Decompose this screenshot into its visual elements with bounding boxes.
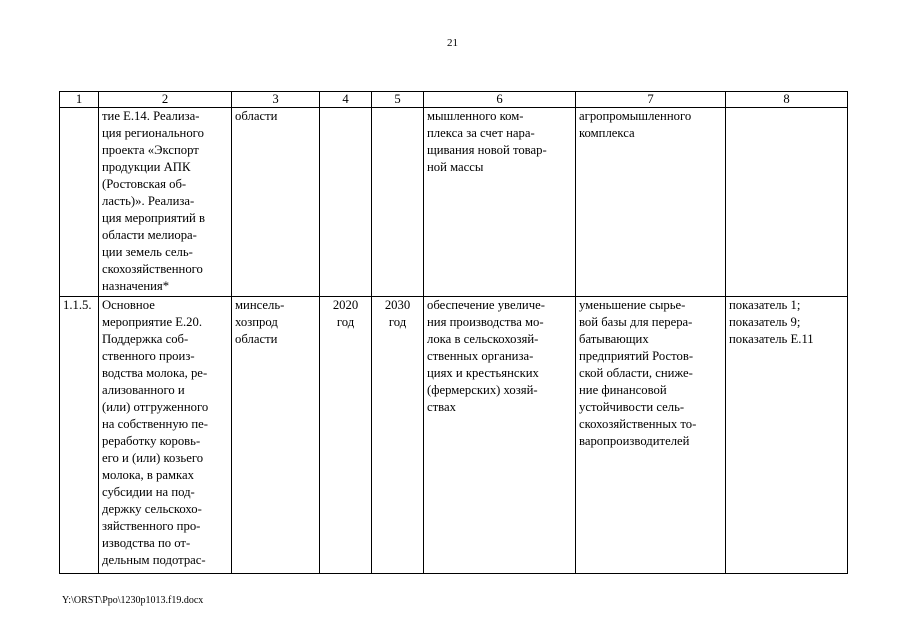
end-year-cell [372, 108, 424, 297]
column-header: 2 [99, 92, 232, 108]
column-header: 8 [726, 92, 848, 108]
column-header: 5 [372, 92, 424, 108]
expected-result-cell: мышленного ком- плекса за счет нара- щивания новой товар- ной массы [424, 108, 576, 297]
measure-name-cell: Основное мероприятие Е.20. Поддержка соб- ственного произ- водства молока, ре- ализованного и (или) отгруженного на собственную пе- реработку коровь- его и (или) козьего молока, в рамках субсидии на под- держку сельскохо- зяйственного про- изводства по от- дельным подотрас- [99, 297, 232, 574]
consequences-cell: уменьшение сырье- вой базы для перера- батывающих предприятий Ростов- ской области, сниже- ние финансовой устойчивости сель- скохозяйственных то- варопроизводителей [576, 297, 726, 574]
row-number-cell: 1.1.5. [60, 297, 99, 574]
start-year-cell: 2020 год [320, 297, 372, 574]
expected-result-cell: обеспечение увеличе- ния производства мо- лока в сельскохозяй- ственных организа- циях и крестьянских (фермерских) хозяй- ствах [424, 297, 576, 574]
end-year-cell: 2030 год [372, 297, 424, 574]
indicators-cell: показатель 1; показатель 9; показатель Е.11 [726, 297, 848, 574]
column-header: 4 [320, 92, 372, 108]
page-number: 21 [447, 37, 458, 49]
column-header: 1 [60, 92, 99, 108]
measure-name-cell: тие Е.14. Реализа- ция регионального проекта «Экспорт продукции АПК (Ростовская об- ласть)». Реализа- ция мероприятий в области мелиора- ции земель сель- скохозяйственного назначения* [99, 108, 232, 297]
table-row [60, 297, 848, 574]
column-header: 7 [576, 92, 726, 108]
column-header: 3 [232, 92, 320, 108]
column-header: 6 [424, 92, 576, 108]
measures-table [59, 91, 848, 574]
executor-cell: области [232, 108, 320, 297]
header-row [60, 92, 848, 108]
row-number-cell [60, 108, 99, 297]
table-row [60, 108, 848, 297]
consequences-cell: агропромышленного комплекса [576, 108, 726, 297]
executor-cell: минсель- хозпрод области [232, 297, 320, 574]
footer-file-path: Y:\ORST\Ppo\1230p1013.f19.docx [62, 595, 204, 606]
indicators-cell [726, 108, 848, 297]
start-year-cell [320, 108, 372, 297]
